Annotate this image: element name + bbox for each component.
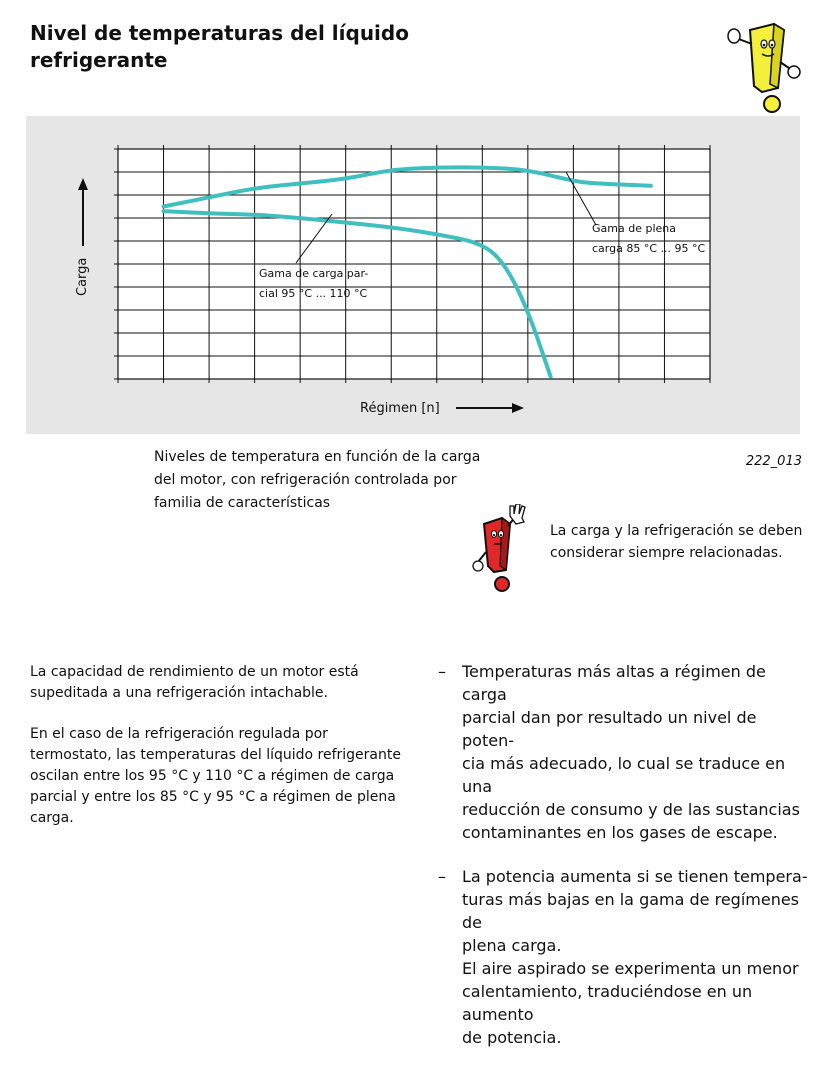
bullet-1-line: parcial dan por resultado un nivel de poten- [462,708,757,750]
bullet-1-line: contaminantes en los gases de escape. [462,823,778,842]
p1-line1: La capacidad de rendimiento de un motor está [30,664,359,680]
caption-line2: del motor, con refrigeración controlada por [154,472,457,488]
y-axis-arrow-head [78,178,88,190]
left-column [30,662,410,849]
p2-line1: En el caso de la refrigeración regulada por [30,726,328,742]
p2-line5: carga. [30,810,74,826]
paragraph-2 [30,724,410,829]
temperature-chart [26,116,800,434]
bullet-2-line: El aire aspirado se experimenta un menor [462,959,799,978]
page-title-line1: Nivel de temperaturas del líquido [30,21,409,45]
chart-panel [26,116,800,434]
chart-grid [114,145,710,383]
bullet-dash: – [438,867,446,886]
figure-caption [154,446,484,515]
bullet-2-line: calentamiento, traduciéndose en un aumento [462,982,753,1024]
bullet-1-line: cia más adecuado, lo cual se traduce en una [462,754,786,796]
page-title [30,20,450,74]
bullet-item-2 [438,865,808,1049]
p2-line2: termostato, las temperaturas del líquido refrigerante [30,747,401,763]
note-line2: considerar siempre relacionadas. [550,545,783,561]
bullet-2-line: La potencia aumenta si se tienen tempera- [462,867,808,886]
exclamation-mascot-icon [726,22,802,114]
right-column [438,660,808,1070]
bullet-dash: – [438,662,446,681]
bullet-2-line: plena carga. [462,936,562,955]
p2-line4: parcial y entre los 85 °C y 95 °C a régimen de plena [30,789,396,805]
p1-line2: supeditada a una refrigeración intachable. [30,685,328,701]
x-axis-label: Régimen [n] [360,401,440,416]
figure-id: 222_013 [745,454,802,469]
bullet-1-line: Temperaturas más altas a régimen de carga [462,662,766,704]
bullet-2-line: turas más bajas en la gama de regímenes de [462,890,800,932]
caption-line3: familia de características [154,495,331,511]
annotation-full-load-line1: Gama de plena [592,222,676,235]
annotation-full-load-line2: carga 85 °C ... 95 °C [592,242,706,255]
annotation-partial-load-line2: cial 95 °C ... 110 °C [259,287,368,300]
note-text [550,520,810,564]
warning-mascot-icon [472,504,530,594]
y-axis-label: Carga [75,257,90,296]
note-line1: La carga y la refrigeración se deben [550,523,803,539]
p2-line3: oscilan entre los 95 °C y 110 °C a régimen de carga [30,768,395,784]
x-axis-arrow-head [512,403,524,413]
annotation-partial-load-line1: Gama de carga par- [259,267,369,280]
bullet-1-line: reducción de consumo y de las sustancias [462,800,800,819]
page-title-line2: refrigerante [30,48,168,72]
bullet-item-1 [438,660,808,844]
paragraph-1 [30,662,410,704]
caption-line1: Niveles de temperatura en función de la carga [154,449,481,465]
bullet-2-line: de potencia. [462,1028,562,1047]
